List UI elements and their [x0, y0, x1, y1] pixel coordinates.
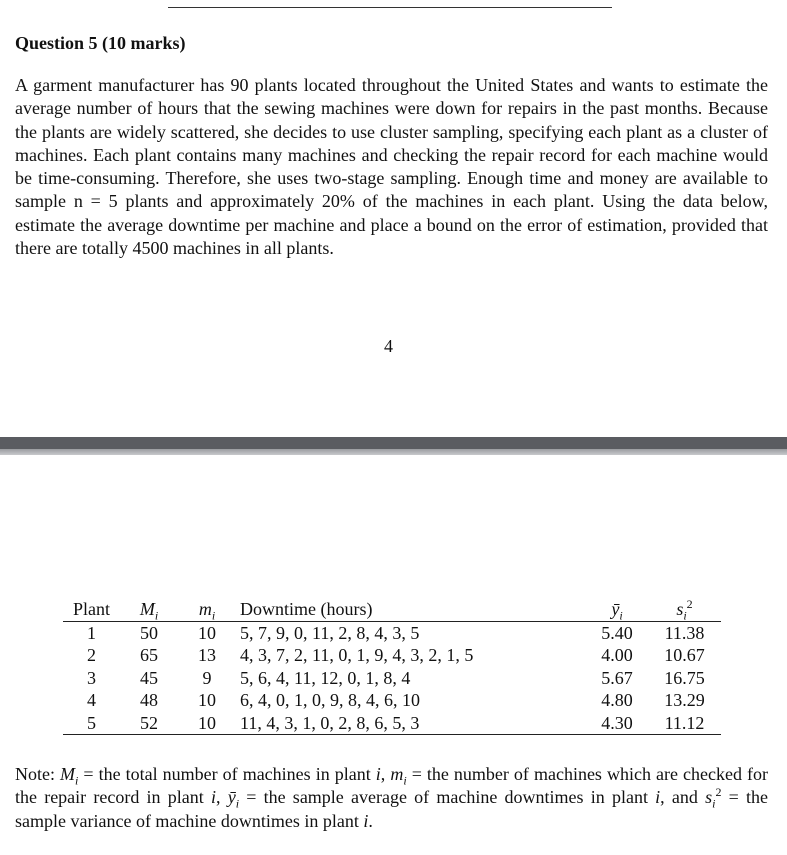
- table-note: [15, 763, 768, 833]
- cell-s2: 11.38: [664, 622, 705, 643]
- cell-plant: 2: [87, 645, 96, 665]
- header-M-base: M: [139, 599, 155, 619]
- note-text: ,: [380, 764, 391, 784]
- table-header-row: [63, 598, 721, 621]
- note-sub: i: [75, 773, 79, 788]
- header-m-base: m: [198, 599, 212, 619]
- page-number: 4: [384, 336, 393, 356]
- note-text: .: [368, 810, 373, 831]
- cell-plant: 5: [63, 712, 120, 735]
- header-s-sup: 2: [686, 597, 693, 611]
- note-text: , and: [660, 787, 706, 808]
- cell-M: 50: [140, 622, 158, 643]
- cell-m: 10: [198, 622, 216, 643]
- cell-downtime: 11, 4, 3, 1, 0, 2, 8, 6, 5, 3: [236, 712, 586, 735]
- note-var: ȳ: [227, 787, 236, 808]
- note-var: s: [705, 787, 713, 808]
- note-text: = the total number of machines in plant: [78, 764, 376, 784]
- cell-s2: 10.67: [664, 645, 705, 665]
- cell-y: 4.00: [601, 645, 633, 665]
- cell-downtime: 4, 3, 7, 2, 11, 0, 1, 9, 4, 3, 2, 1, 5: [240, 645, 474, 665]
- header-plant: Plant: [63, 598, 120, 621]
- note-text: = the sample variance of machine downtimes in plant: [15, 787, 768, 831]
- cell-M: 48: [140, 690, 158, 710]
- table-row: [63, 712, 721, 735]
- cell-y: 5.40: [601, 622, 633, 643]
- cell-plant: 1: [87, 622, 96, 643]
- header-M-sub: i: [154, 608, 159, 623]
- note-sup: 2: [715, 785, 722, 800]
- cell-m: 13: [198, 645, 216, 665]
- cell-y: 4.80: [601, 690, 633, 710]
- data-table: [63, 598, 721, 735]
- note-var: m: [390, 764, 404, 784]
- note-text: Note:: [15, 764, 61, 784]
- header-s2: [648, 598, 721, 621]
- cell-m: 10: [178, 712, 236, 735]
- note-text: = the sample average of machine downtimes in plant: [239, 787, 656, 808]
- page-break-bar: [0, 437, 787, 455]
- cell-plant: 3: [87, 667, 96, 688]
- note-var: M: [60, 764, 76, 784]
- header-m: [178, 598, 236, 621]
- cell-M: 45: [140, 667, 158, 688]
- cell-downtime: 5, 7, 9, 0, 11, 2, 8, 4, 3, 5: [240, 622, 420, 643]
- cell-downtime: 5, 6, 4, 11, 12, 0, 1, 8, 4: [240, 667, 411, 688]
- table-row: [63, 621, 721, 644]
- cell-s2: 13.29: [664, 690, 705, 710]
- note-var: i: [363, 810, 369, 831]
- note-sub: i: [235, 796, 240, 811]
- note-var: i: [375, 764, 381, 784]
- note-text: = the number of machines which are checked for the repair record in plant: [15, 764, 768, 808]
- header-s-sub: i: [683, 608, 687, 623]
- header-y-sub: i: [619, 608, 623, 623]
- cell-s2: 11.12: [648, 712, 721, 735]
- table-row: [63, 644, 721, 667]
- note-sub: i: [712, 796, 716, 811]
- header-M: [120, 598, 178, 621]
- header-downtime: Downtime (hours): [236, 598, 586, 621]
- note-sub: i: [403, 773, 407, 788]
- note-var: i: [210, 787, 216, 808]
- cell-m: 10: [198, 690, 216, 710]
- table-row: [63, 689, 721, 712]
- cell-y: 5.67: [601, 667, 633, 688]
- question-heading: Question 5 (10 marks): [15, 33, 186, 53]
- header-y-base: ȳ: [611, 599, 620, 619]
- top-rule: [168, 7, 612, 8]
- cell-M: 52: [120, 712, 178, 735]
- cell-plant: 4: [87, 690, 96, 710]
- cell-s2: 16.75: [664, 667, 705, 688]
- header-y: [586, 598, 648, 621]
- table-row: [63, 667, 721, 690]
- question-paragraph: A garment manufacturer has 90 plants located throughout the United States and wants to estimate the average number of hours that the sewing machines were down for repairs in the past months. Because the plants are widely scattered, she decides to use cluster sampling, specifying each plant as a cluster of machines. Each plant contains many machines and checking the repair record for each machine would be time-consuming. Therefore, she uses two-stage sampling. Enough time and money are available to sample n = 5 plants and approximately 20% of the machines in each plant. Using the data below, estimate the average downtime per machine and place a bound on the error of estimation, provided that there are totally 4500 machines in all plants.: [15, 75, 768, 259]
- header-m-sub: i: [211, 608, 216, 623]
- cell-y: 4.30: [586, 712, 648, 735]
- header-s-base: s: [676, 599, 684, 619]
- cell-downtime: 6, 4, 0, 1, 0, 9, 8, 4, 6, 10: [240, 690, 420, 710]
- cell-M: 65: [140, 645, 158, 665]
- note-var: i: [655, 787, 661, 808]
- cell-m: 9: [202, 667, 212, 688]
- note-text: ,: [215, 787, 228, 808]
